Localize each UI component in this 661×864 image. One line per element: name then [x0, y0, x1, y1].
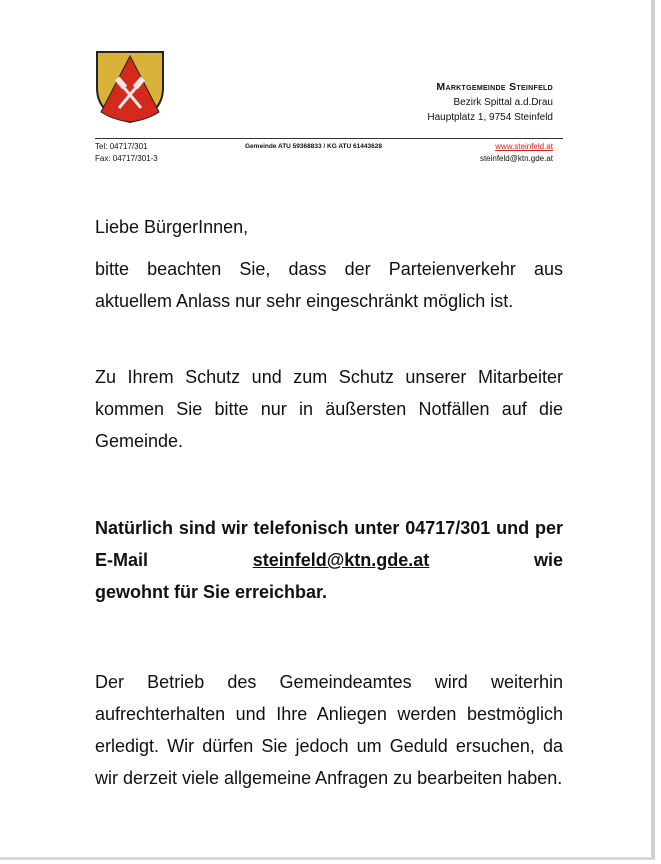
website-link[interactable]: www.steinfeld.at	[495, 142, 553, 151]
greeting: Liebe BürgerInnen,	[95, 217, 249, 237]
phone-block	[95, 141, 158, 165]
paragraph-3	[95, 512, 563, 608]
letterhead-address	[427, 80, 553, 125]
header-divider	[95, 138, 563, 139]
paragraph-3-line-1	[95, 512, 563, 576]
tel-line: Tel: 04717/301	[95, 142, 148, 151]
municipality-name: Marktgemeinde Steinfeld	[436, 81, 553, 93]
paragraph-2: Zu Ihrem Schutz und zum Schutz unserer Mitarbeiter kommen Sie bitte nur in äußersten Notfällen auf die Gemeinde.	[95, 367, 563, 451]
paragraph-1: bitte beachten Sie, dass der Parteienverkehr aus aktuellem Anlass nur sehr eingeschränkt möglich ist.	[95, 259, 563, 311]
paragraph-3-text-1: Natürlich sind wir telefonisch unter 04717/301 und per E-Mail	[95, 518, 563, 570]
contact-email-link[interactable]: steinfeld@ktn.gde.at	[252, 550, 430, 570]
paragraph-3-text-2: wie	[533, 550, 563, 570]
web-block	[480, 141, 553, 165]
fax-line: Fax: 04717/301-3	[95, 154, 158, 163]
coat-of-arms-logo	[95, 50, 165, 124]
tax-id-line: Gemeinde ATU 59368833 / KG ATU 61443628	[245, 143, 382, 150]
paragraph-4: Der Betrieb des Gemeindeamtes wird weiterhin aufrechterhalten und Ihre Anliegen werden bestmöglich erledigt. Wir dürfen Sie jedoch um Geduld ersuchen, da wir derzeit viele allgemeine Anfragen zu bearbeiten haben.	[95, 672, 563, 788]
header-email: steinfeld@ktn.gde.at	[479, 154, 553, 163]
address-line: Hauptplatz 1, 9754 Steinfeld	[427, 112, 553, 123]
paragraph-3-text-3: gewohnt für Sie erreichbar.	[95, 582, 328, 602]
district-line: Bezirk Spittal a.d.Drau	[453, 97, 553, 108]
